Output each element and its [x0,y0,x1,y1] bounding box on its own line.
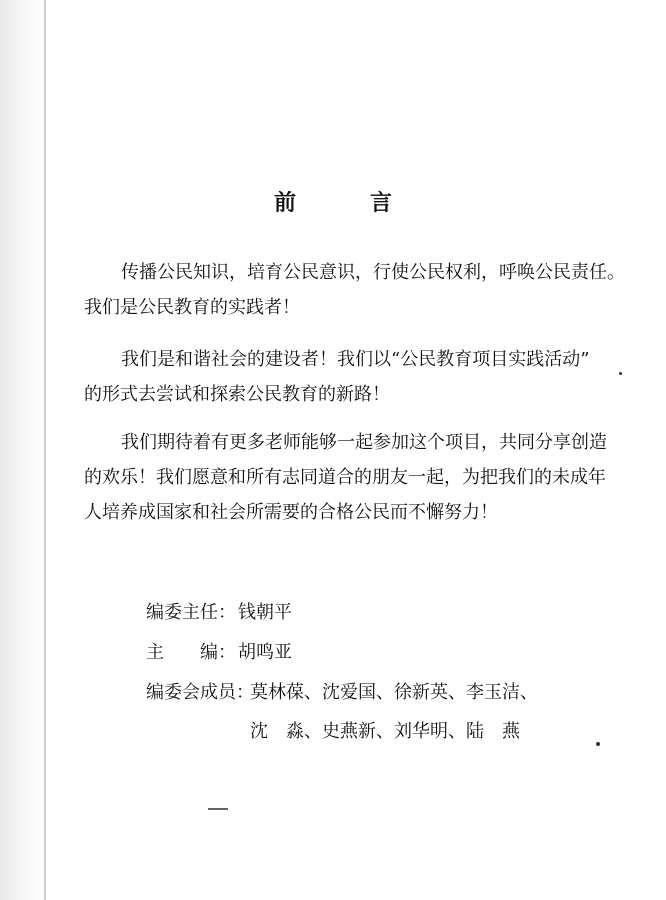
paragraph-2 [84,345,589,410]
paragraph-3-line-3: 人培养成国家和社会所需要的合格公民而不懈努力！ [84,502,498,523]
scan-mark [208,808,228,810]
paragraph-3 [84,428,607,528]
paragraph-1 [84,258,625,323]
paragraph-1-line-1: 传播公民知识，培育公民意识，行使公民权利，呼唤公民责任。 [121,262,625,283]
paragraph-1-line-2: 我们是公民教育的实践者！ [84,297,300,318]
chief-editor-line [146,598,292,624]
chief-editor-name: 钱朝平 [238,602,292,623]
page-spine-shadow [44,0,46,900]
editor-line [146,638,292,664]
members-names-2: 沈 淼、史燕新、刘华明、陆 燕 [250,721,520,742]
page-title: 前 言 [273,190,418,216]
paragraph-2-line-1: 我们是和谐社会的建设者！我们以“公民教育项目实践活动” [121,349,590,370]
scan-speck [596,742,600,746]
paragraph-2-line-2: 的形式去尝试和探索公民教育的新路！ [84,384,390,405]
paragraph-3-line-1: 我们期待着有更多老师能够一起参加这个项目，共同分享创造 [121,432,607,453]
members-label: 编委会成员： [146,682,254,703]
editor-label: 主 编： [146,642,236,663]
chief-editor-label: 编委主任： [146,602,236,623]
paragraph-3-line-2: 的欢乐！我们愿意和所有志同道合的朋友一起，为把我们的未成年 [84,467,606,488]
members-line-1 [146,678,538,704]
members-line-2 [250,717,520,743]
scan-speck [619,372,622,375]
members-names-1: 莫林葆、沈爱国、徐新英、李玉洁、 [250,682,538,703]
editor-name: 胡鸣亚 [238,642,292,663]
